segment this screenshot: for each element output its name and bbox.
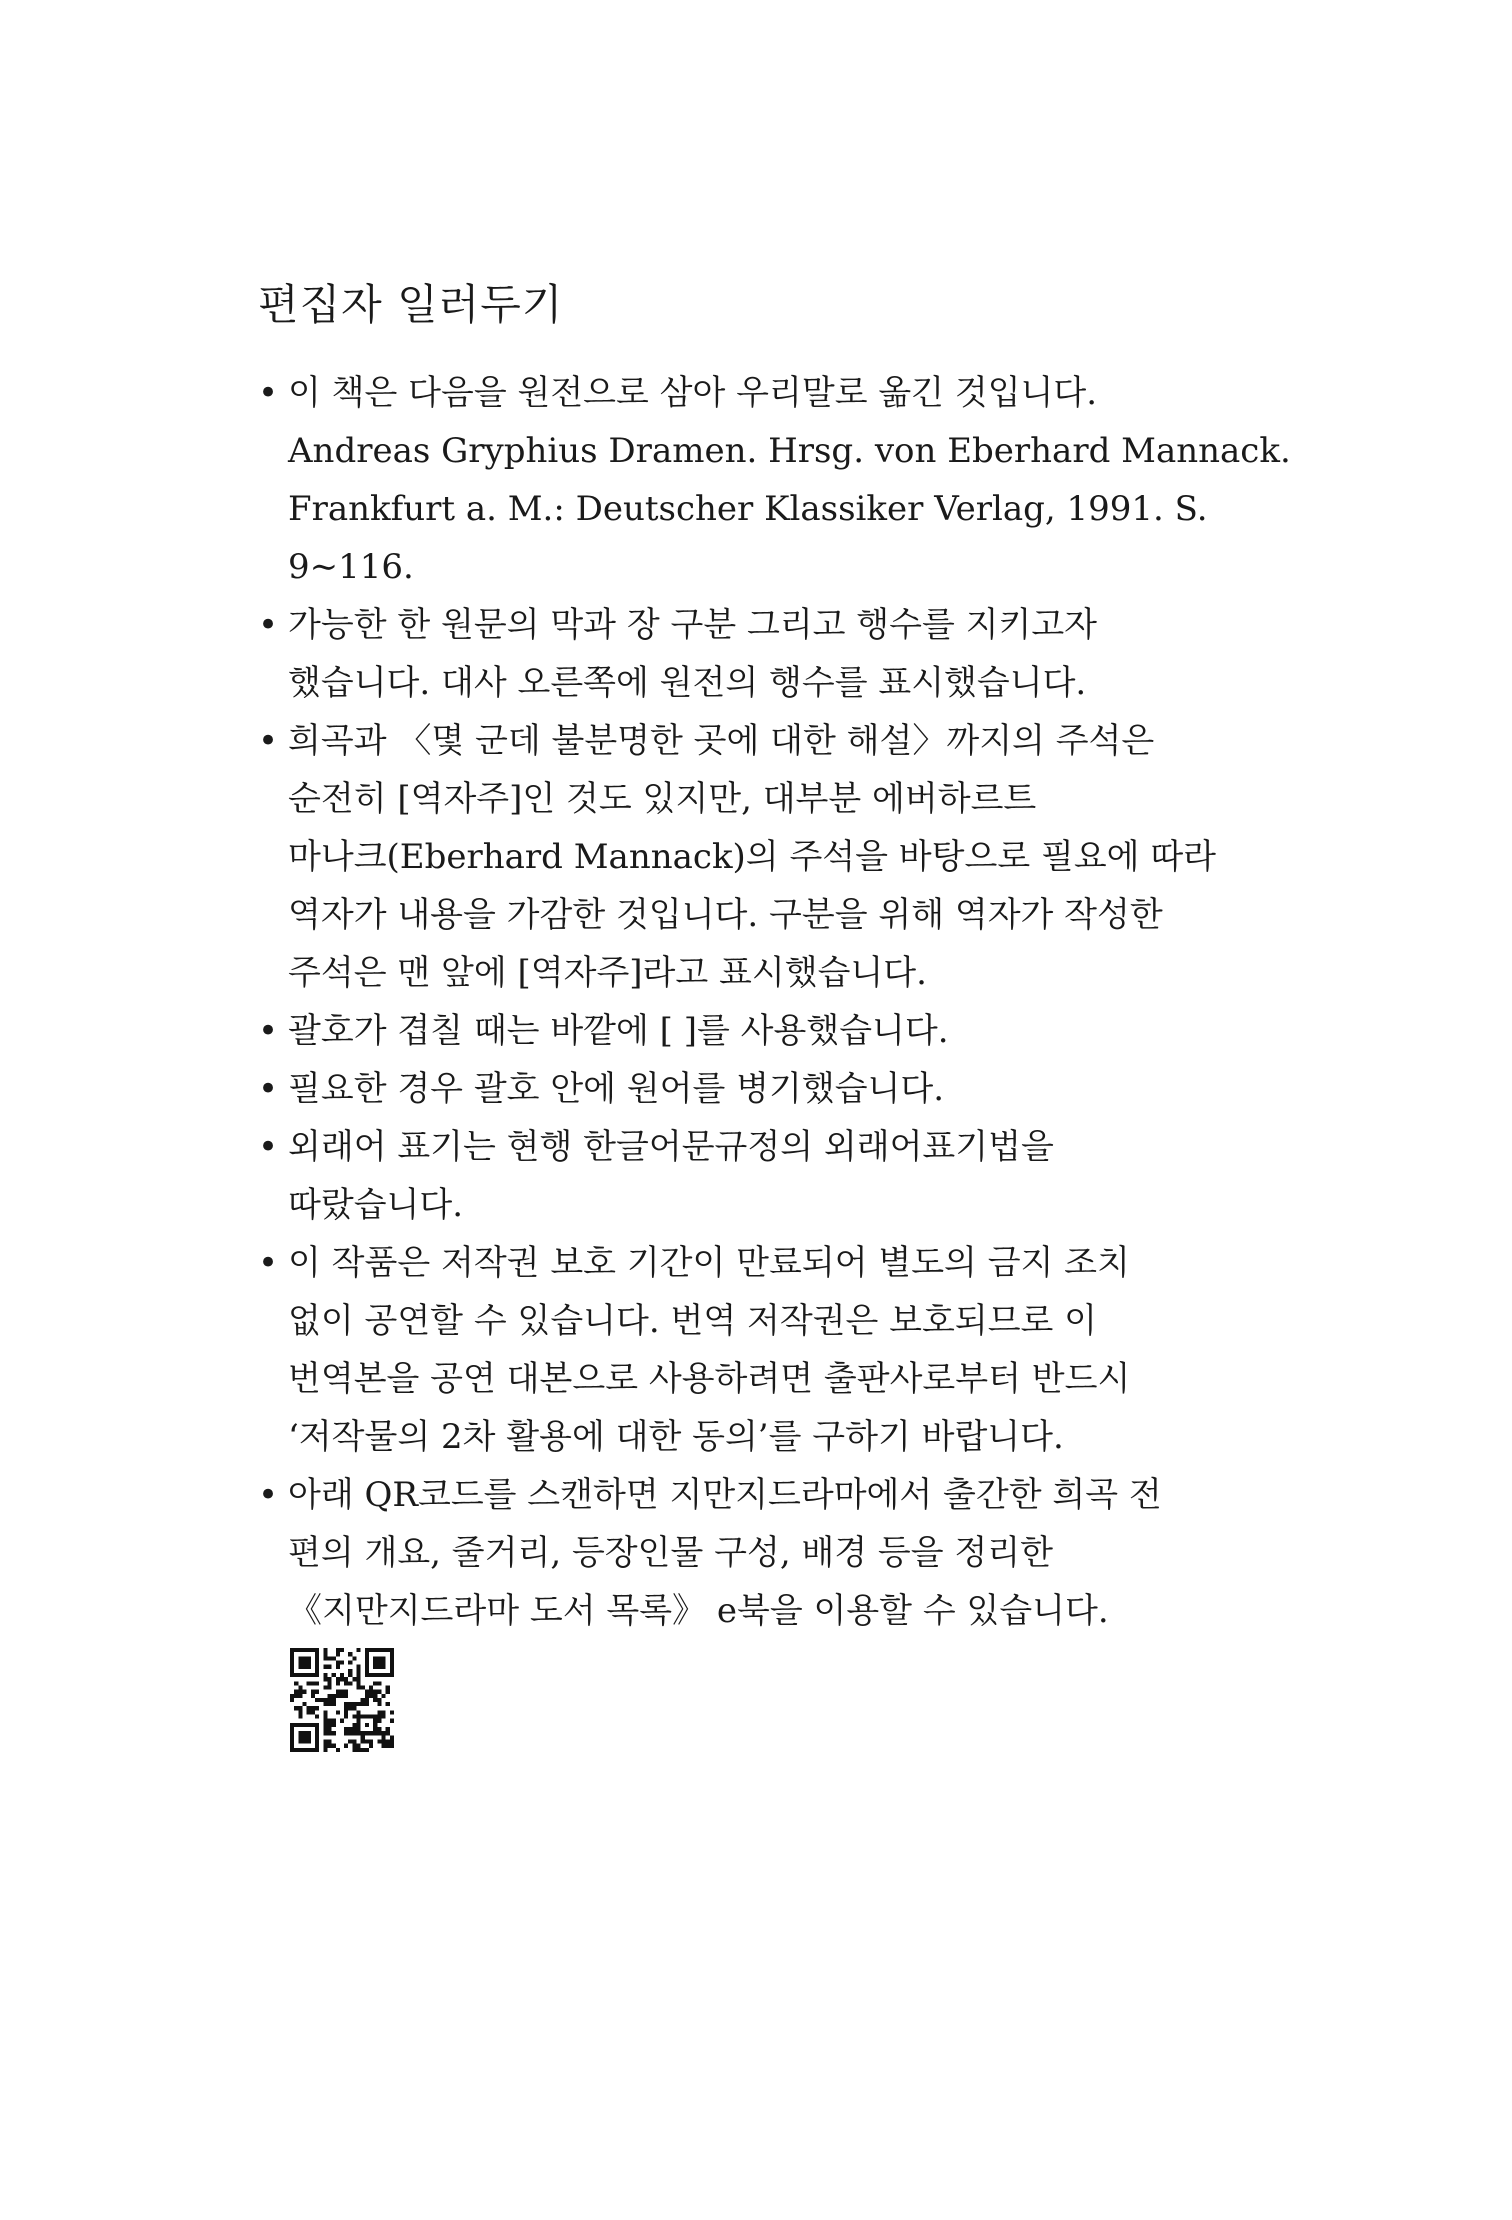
note-line: 9∼116.	[288, 547, 414, 587]
bullet-icon: •	[258, 1069, 279, 1109]
note-line: Andreas Gryphius Dramen. Hrsg. von Eberhard Mannack.	[288, 431, 1291, 471]
note-item	[258, 596, 1198, 712]
bullet-icon: •	[258, 1127, 279, 1167]
note-line: 필요한 경우 괄호 안에 원어를 병기했습니다.	[288, 1069, 945, 1109]
note-line: 주석은 맨 앞에 [역자주]라고 표시했습니다.	[288, 953, 927, 993]
note-line: 번역본을 공연 대본으로 사용하려면 출판사로부터 반드시	[288, 1359, 1131, 1399]
qr-code-icon	[290, 1648, 394, 1752]
note-line: 마나크(Eberhard Mannack)의 주석을 바탕으로 필요에 따라	[288, 837, 1217, 877]
note-line: 가능한 한 원문의 막과 장 구분 그리고 행수를 지키고자	[288, 605, 1098, 645]
note-line: Frankfurt a. M.: Deutscher Klassiker Verlag, 1991. S.	[288, 489, 1208, 529]
note-line: ‘저작물의 2차 활용에 대한 동의’를 구하기 바랍니다.	[288, 1417, 1064, 1457]
note-line: 따랐습니다.	[288, 1185, 464, 1225]
note-line: 순전히 [역자주]인 것도 있지만, 대부분 에버하르트	[288, 779, 1037, 819]
note-line: 이 책은 다음을 원전으로 삼아 우리말로 옮긴 것입니다.	[288, 373, 1098, 413]
note-item	[258, 1002, 1198, 1060]
note-line: 희곡과 〈몇 군데 불분명한 곳에 대한 해설〉까지의 주석은	[288, 721, 1155, 761]
bullet-icon: •	[258, 1011, 279, 1051]
page-title: 편집자 일러두기	[258, 280, 564, 329]
note-line: 역자가 내용을 가감한 것입니다. 구분을 위해 역자가 작성한	[288, 895, 1163, 935]
note-line: 이 작품은 저작권 보호 기간이 만료되어 별도의 금지 조치	[288, 1243, 1130, 1283]
bullet-icon: •	[258, 605, 279, 645]
notes-list	[258, 364, 1291, 1640]
note-line: 없이 공연할 수 있습니다. 번역 저작권은 보호되므로 이	[288, 1301, 1098, 1341]
note-item	[258, 1118, 1198, 1234]
note-item	[258, 1234, 1198, 1466]
note-line: 했습니다. 대사 오른쪽에 원전의 행수를 표시했습니다.	[288, 663, 1087, 703]
bullet-icon: •	[258, 373, 279, 413]
note-item	[258, 1466, 1198, 1640]
note-line: 편의 개요, 줄거리, 등장인물 구성, 배경 등을 정리한	[288, 1533, 1053, 1573]
bullet-icon: •	[258, 1243, 279, 1283]
note-line: 괄호가 겹칠 때는 바깥에 [ ]를 사용했습니다.	[288, 1011, 949, 1051]
note-line: 외래어 표기는 현행 한글어문규정의 외래어표기법을	[288, 1127, 1054, 1167]
note-item	[258, 364, 1291, 596]
note-item	[258, 712, 1217, 1002]
bullet-icon: •	[258, 721, 279, 761]
note-line: 《지만지드라마 도서 목록》 e북을 이용할 수 있습니다.	[288, 1591, 1109, 1631]
note-item	[258, 1060, 1198, 1118]
bullet-icon: •	[258, 1475, 279, 1515]
note-line: 아래 QR코드를 스캔하면 지만지드라마에서 출간한 희곡 전	[288, 1475, 1162, 1515]
